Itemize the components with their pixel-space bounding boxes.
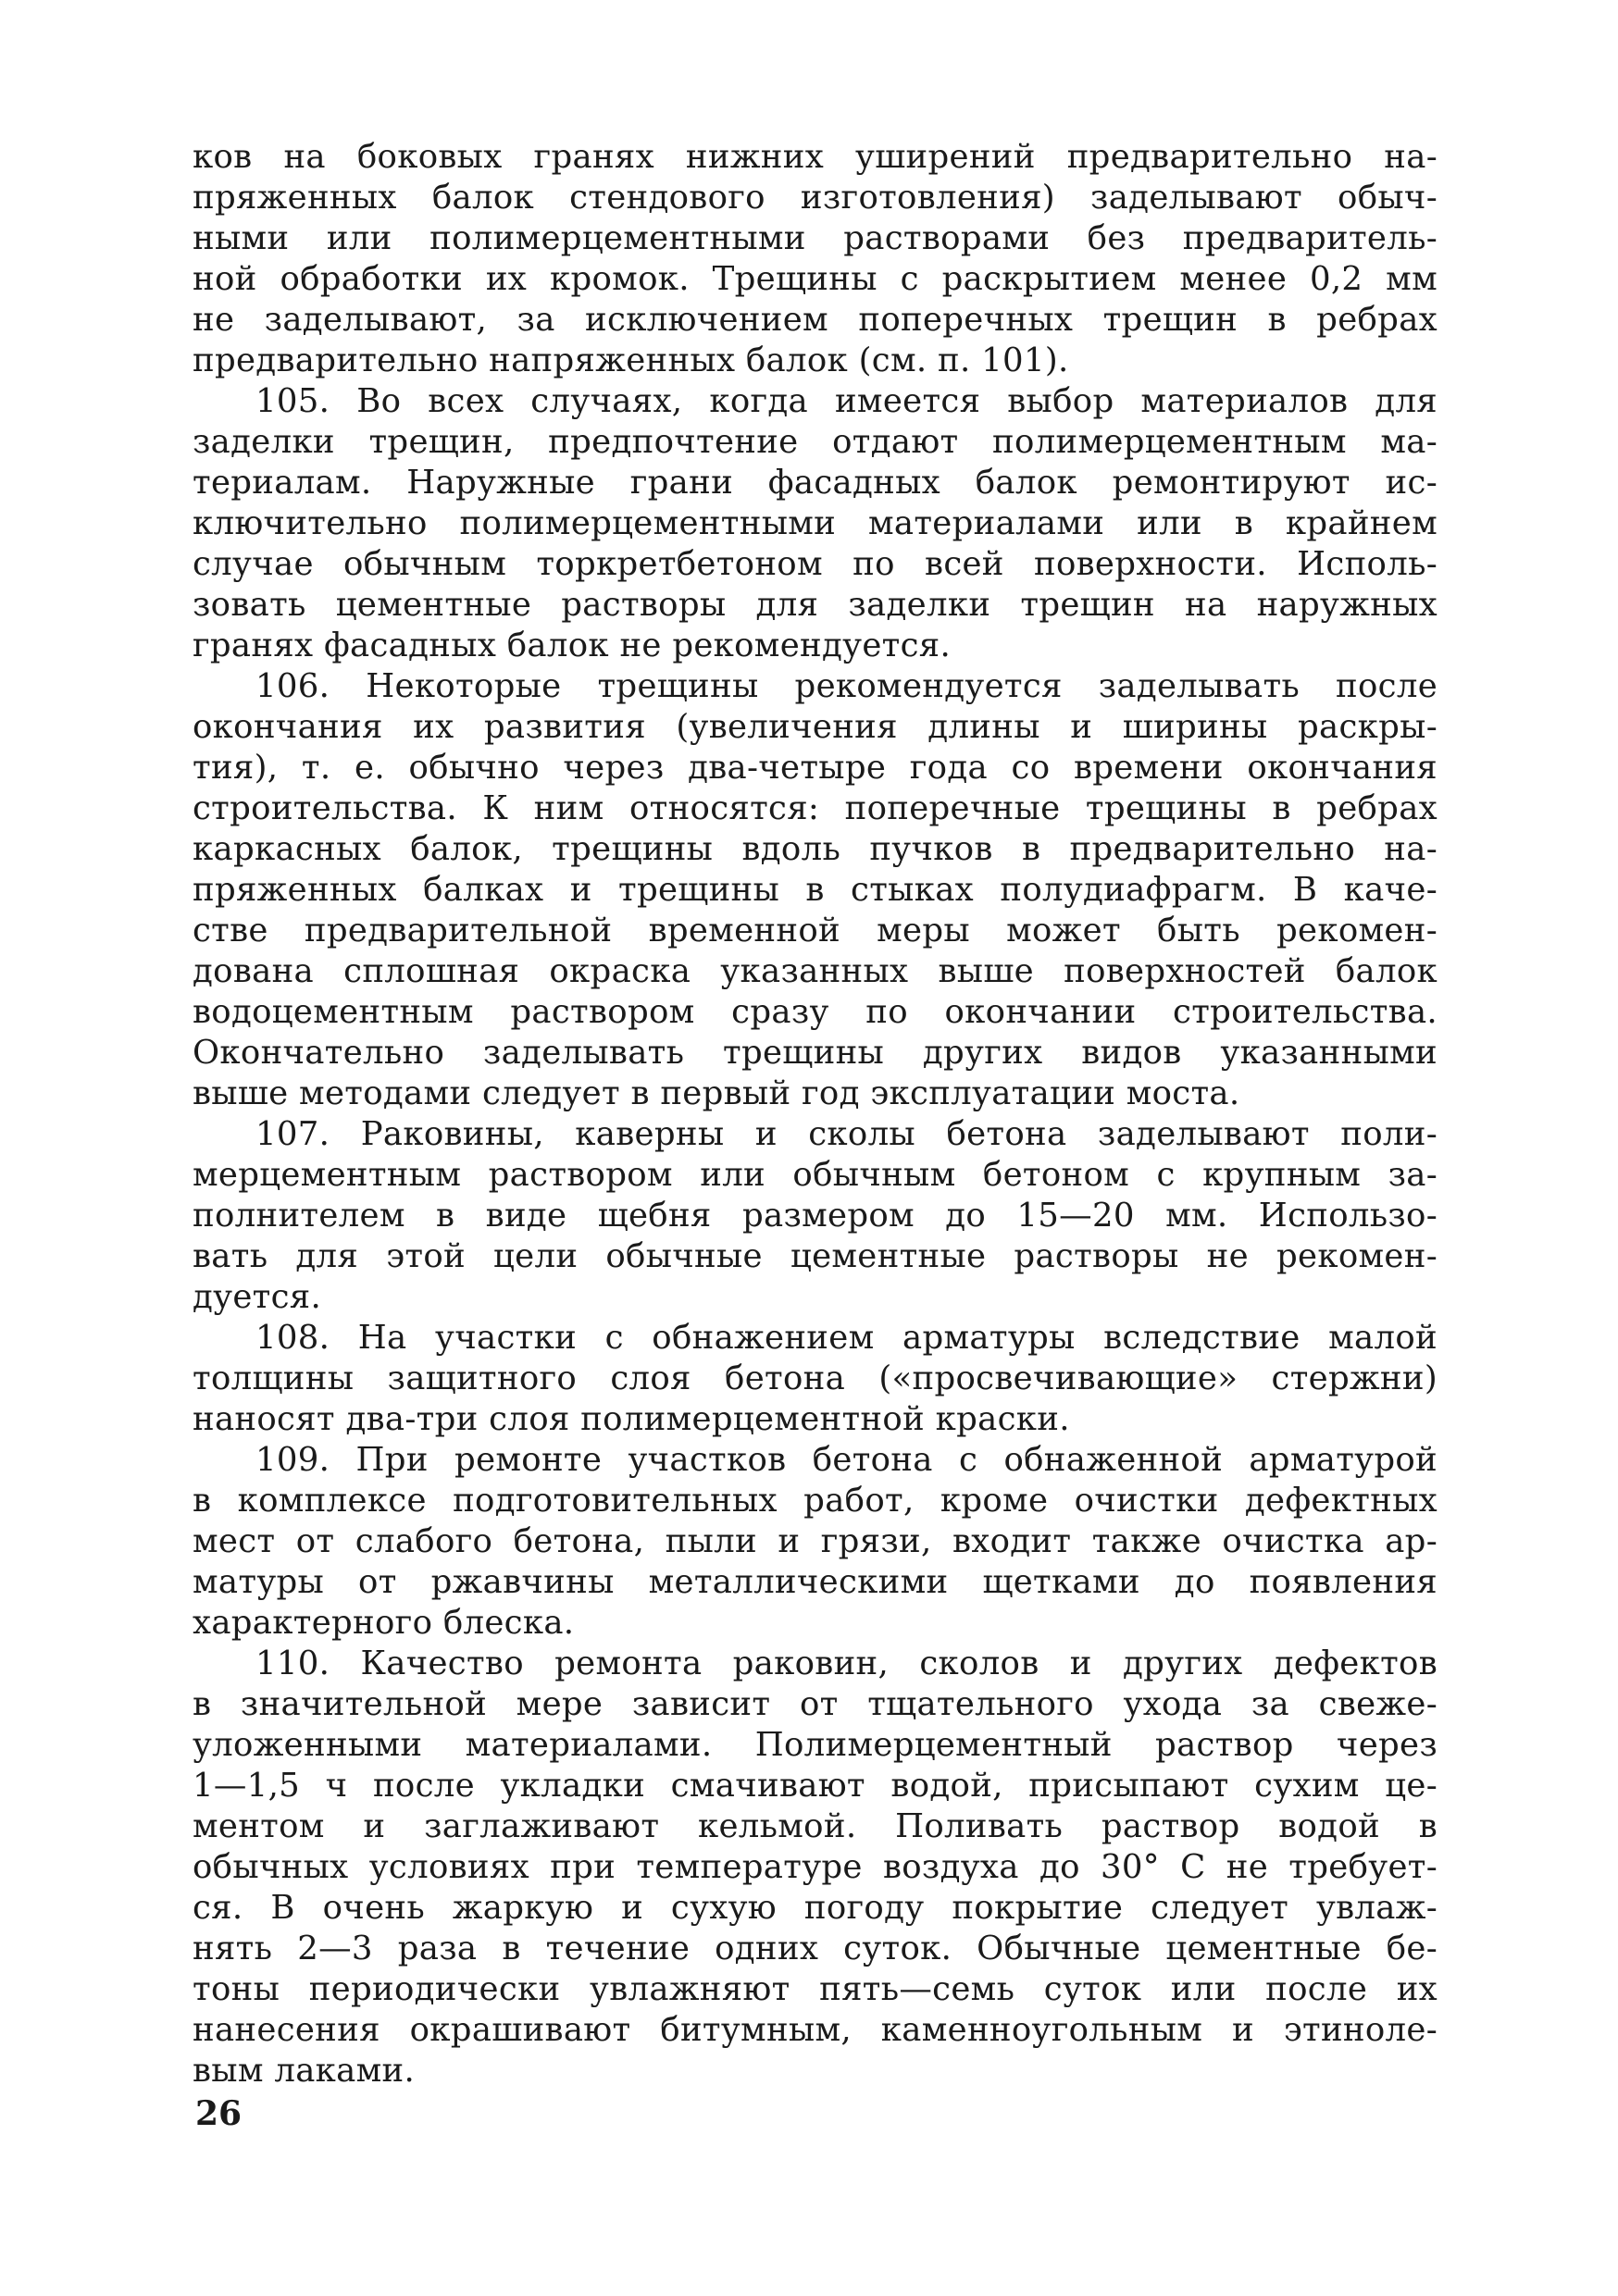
text-line: случае обычным торкретбетоном по всей поверхности. Исполь- [193, 545, 1438, 583]
text-line: мест от слабого бетона, пыли и грязи, входит также очистка ар- [193, 1522, 1438, 1560]
text-line: дована сплошная окраска указанных выше поверхностей балок [193, 952, 1438, 990]
paragraph-105 [193, 381, 1438, 666]
text-line: ментом и заглаживают кельмой. Поливать раствор водой в [193, 1807, 1438, 1845]
text-line: полнителем в виде щебня размером до 15—20 мм. Использо- [193, 1197, 1438, 1235]
text-line: характерного блеска. [193, 1604, 575, 1642]
text-line: стве предварительной временной меры может быть рекомен- [193, 912, 1438, 949]
text-line: 107. Раковины, каверны и сколы бетона заделывают поли- [255, 1115, 1438, 1153]
text-line: 105. Во всех случаях, когда имеется выбор материалов для [255, 382, 1438, 420]
text-line: наносят два-три слоя полимерцементной краски. [193, 1400, 1070, 1438]
page-number: 26 [195, 2094, 243, 2133]
page-body [193, 137, 1438, 2091]
text-line: толщины защитного слоя бетона («просвечивающие» стержни) [193, 1359, 1438, 1397]
text-line: ной обработки их кромок. Трещины с раскрытием менее 0,2 мм [193, 260, 1438, 298]
text-line: гранях фасадных балок не рекомендуется. [193, 627, 952, 664]
text-line: не заделывают, за исключением поперечных трещин в ребрах [193, 301, 1438, 339]
text-line: предварительно напряженных балок (см. п. 101). [193, 341, 1069, 379]
text-line: обычных условиях при температуре воздуха до 30° С не требует- [193, 1848, 1438, 1886]
text-line: выше методами следует в первый год эксплуатации моста. [193, 1074, 1240, 1112]
text-line: 108. На участки с обнажением арматуры вследствие малой [255, 1319, 1438, 1357]
text-line: 109. При ремонте участков бетона с обнаженной арматурой [255, 1441, 1438, 1479]
text-line: нанесения окрашивают битумным, каменноугольным и этиноле- [193, 2011, 1438, 2049]
text-line: 106. Некоторые трещины рекомендуется заделывать после [255, 667, 1438, 705]
text-line: уложенными материалами. Полимерцементный раствор через [193, 1726, 1438, 1764]
text-line: пряженных балках и трещины в стыках полудиафрагм. В каче- [193, 871, 1438, 909]
text-line: зовать цементные растворы для заделки трещин на наружных [193, 586, 1438, 624]
text-line: заделки трещин, предпочтение отдают полимерцементным ма- [193, 423, 1438, 461]
paragraph-110 [193, 1644, 1438, 2091]
text-line: матуры от ржавчины металлическими щетками до появления [193, 1563, 1438, 1601]
text-line: териалам. Наружные грани фасадных балок ремонтируют ис- [193, 464, 1438, 502]
text-line: в значительной мере зависит от тщательного ухода за свеже- [193, 1685, 1438, 1723]
text-line: ков на боковых гранях нижних уширений предварительно на- [193, 138, 1438, 176]
text-line: вым лаками. [193, 2052, 416, 2090]
text-line: пряженных балок стендового изготовления) заделывают обыч- [193, 179, 1438, 217]
text-line: строительства. К ним относятся: поперечные трещины в ребрах [193, 789, 1438, 827]
text-line: водоцементным раствором сразу по окончании строительства. [193, 993, 1438, 1031]
paragraph-108 [193, 1318, 1438, 1440]
text-line: тоны периодически увлажняют пять—семь суток или после их [193, 1970, 1438, 2008]
text-line: 110. Качество ремонта раковин, сколов и других дефектов [255, 1644, 1438, 1682]
paragraph-109 [193, 1440, 1438, 1644]
paragraph-104-continuation [193, 137, 1438, 381]
text-line: Окончательно заделывать трещины других видов указанными [193, 1034, 1438, 1072]
text-line: каркасных балок, трещины вдоль пучков в предварительно на- [193, 830, 1438, 868]
text-line: 1—1,5 ч после укладки смачивают водой, присыпают сухим це- [193, 1767, 1438, 1805]
text-line: ся. В очень жаркую и сухую погоду покрытие следует увлаж- [193, 1889, 1438, 1927]
paragraph-106 [193, 666, 1438, 1114]
text-line: в комплексе подготовительных работ, кроме очистки дефектных [193, 1482, 1438, 1520]
text-line: нять 2—3 раза в течение одних суток. Обычные цементные бе- [193, 1930, 1438, 1967]
text-line: вать для этой цели обычные цементные растворы не рекомен- [193, 1237, 1438, 1275]
paragraph-107 [193, 1114, 1438, 1318]
text-line: мерцементным раствором или обычным бетоном с крупным за- [193, 1156, 1438, 1194]
text-line: дуется. [193, 1278, 322, 1316]
text-line: ключительно полимерцементными материалами или в крайнем [193, 504, 1438, 542]
text-line: ными или полимерцементными растворами без предваритель- [193, 219, 1438, 257]
text-line: тия), т. е. обычно через два-четыре года со времени окончания [193, 749, 1438, 787]
text-line: окончания их развития (увеличения длины и ширины раскры- [193, 708, 1438, 746]
